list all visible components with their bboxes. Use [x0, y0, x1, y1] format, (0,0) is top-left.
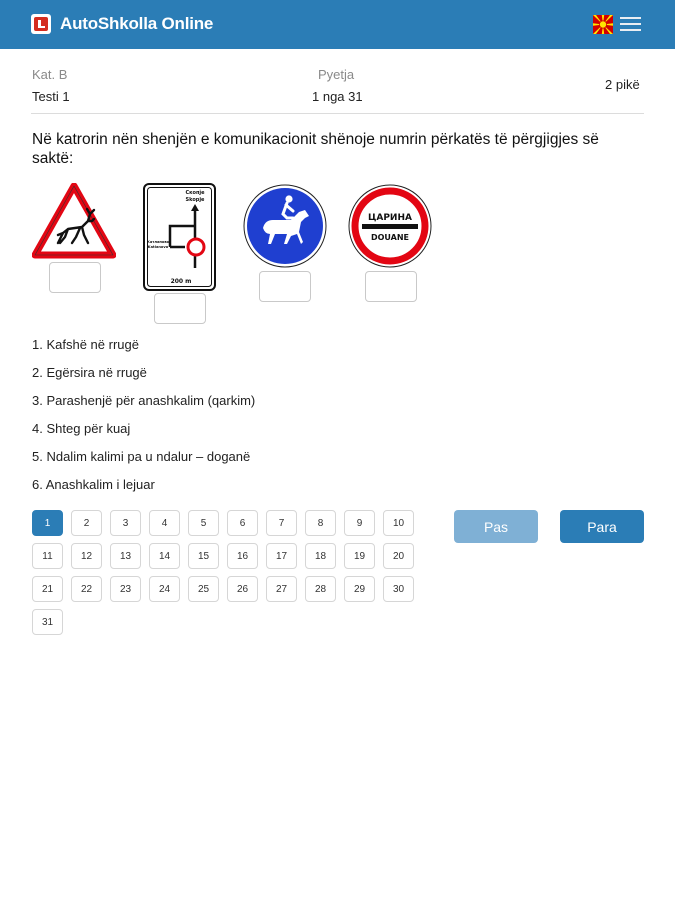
question-page-button[interactable]: 11	[32, 543, 63, 569]
question-page-button[interactable]: 19	[344, 543, 375, 569]
question-page-button[interactable]: 14	[149, 543, 180, 569]
question-page-button[interactable]: 10	[383, 510, 414, 536]
question-page-button[interactable]: 22	[71, 576, 102, 602]
horse-riding-path-sign-icon	[243, 184, 327, 268]
sign-2-text-top-1: Скопје	[185, 190, 205, 196]
next-button[interactable]: Para	[560, 510, 644, 543]
app-title: AutoShkolla Online	[60, 14, 214, 33]
question-page-button[interactable]: 6	[227, 510, 258, 536]
option-4: 4. Shteg për kuaj	[32, 421, 131, 436]
question-label: Pyetja	[318, 67, 355, 82]
north-macedonia-flag-icon[interactable]	[593, 15, 613, 34]
question-page-button[interactable]: 25	[188, 576, 219, 602]
option-2: 2. Egërsira në rrugë	[32, 365, 147, 380]
question-page-button[interactable]: 13	[110, 543, 141, 569]
question-page-button[interactable]: 3	[110, 510, 141, 536]
sign-2-answer-box[interactable]	[154, 293, 206, 324]
sign-3-answer-box[interactable]	[259, 271, 311, 302]
question-page-button[interactable]: 12	[71, 543, 102, 569]
question-page-button[interactable]: 20	[383, 543, 414, 569]
customs-stop-sign-icon	[348, 184, 432, 268]
option-3: 3. Parashenjë për anashkalim (qarkim)	[32, 393, 256, 408]
question-page-button[interactable]: 26	[227, 576, 258, 602]
question-page-button[interactable]: 31	[32, 609, 63, 635]
question-page-button[interactable]: 17	[266, 543, 297, 569]
question-page-button[interactable]: 18	[305, 543, 336, 569]
question-page-button[interactable]: 30	[383, 576, 414, 602]
question-page-button[interactable]: 27	[266, 576, 297, 602]
question-page-button[interactable]: 2	[71, 510, 102, 536]
sign-2-text-left-2: Katlanovo	[147, 245, 169, 249]
deer-crossing-warning-sign-icon	[32, 183, 116, 259]
question-page-button[interactable]: 5	[188, 510, 219, 536]
previous-button[interactable]: Pas	[454, 510, 538, 543]
app-header	[0, 0, 675, 49]
question-page-button[interactable]: 24	[149, 576, 180, 602]
question-page-button[interactable]: 8	[305, 510, 336, 536]
category-label: Kat. B	[32, 67, 68, 82]
app-logo-icon	[31, 14, 51, 34]
option-1: 1. Kafshë në rrugë	[32, 337, 139, 352]
question-page-button[interactable]: 29	[344, 576, 375, 602]
sign-2-text-bottom: 200 m	[170, 278, 192, 285]
question-progress: 1 nga 31	[312, 89, 363, 104]
question-page-button[interactable]: 1	[32, 510, 63, 536]
question-page-button[interactable]: 7	[266, 510, 297, 536]
sign-2-text-left-1: Катланово	[146, 240, 170, 244]
sign-4-text-bottom: DOUANE	[370, 233, 410, 242]
sign-4-answer-box[interactable]	[365, 271, 417, 302]
question-page-button[interactable]: 23	[110, 576, 141, 602]
hamburger-menu-icon[interactable]	[620, 14, 642, 34]
sign-2-text-top-2: Skopje	[185, 197, 205, 203]
sign-1-answer-box[interactable]	[49, 262, 101, 293]
question-page-button[interactable]: 28	[305, 576, 336, 602]
option-6: 6. Anashkalim i lejuar	[32, 477, 155, 492]
test-name: Testi 1	[32, 89, 70, 104]
sign-4-text-top: ЦАРИНА	[368, 213, 412, 223]
question-page-button[interactable]: 21	[32, 576, 63, 602]
question-page-button[interactable]: 9	[344, 510, 375, 536]
points-label: 2 pikë	[605, 77, 640, 92]
option-5: 5. Ndalim kalimi pa u ndalur – doganë	[32, 449, 251, 464]
question-page-button[interactable]: 16	[227, 543, 258, 569]
question-page-button[interactable]: 15	[188, 543, 219, 569]
detour-route-sign-icon	[143, 183, 216, 291]
question-text: Në katrorin nën shenjën e komunikacionit shënoje numrin përkatës të përgjigjes së saktë:	[32, 131, 599, 167]
question-page-button[interactable]: 4	[149, 510, 180, 536]
divider	[31, 113, 644, 114]
